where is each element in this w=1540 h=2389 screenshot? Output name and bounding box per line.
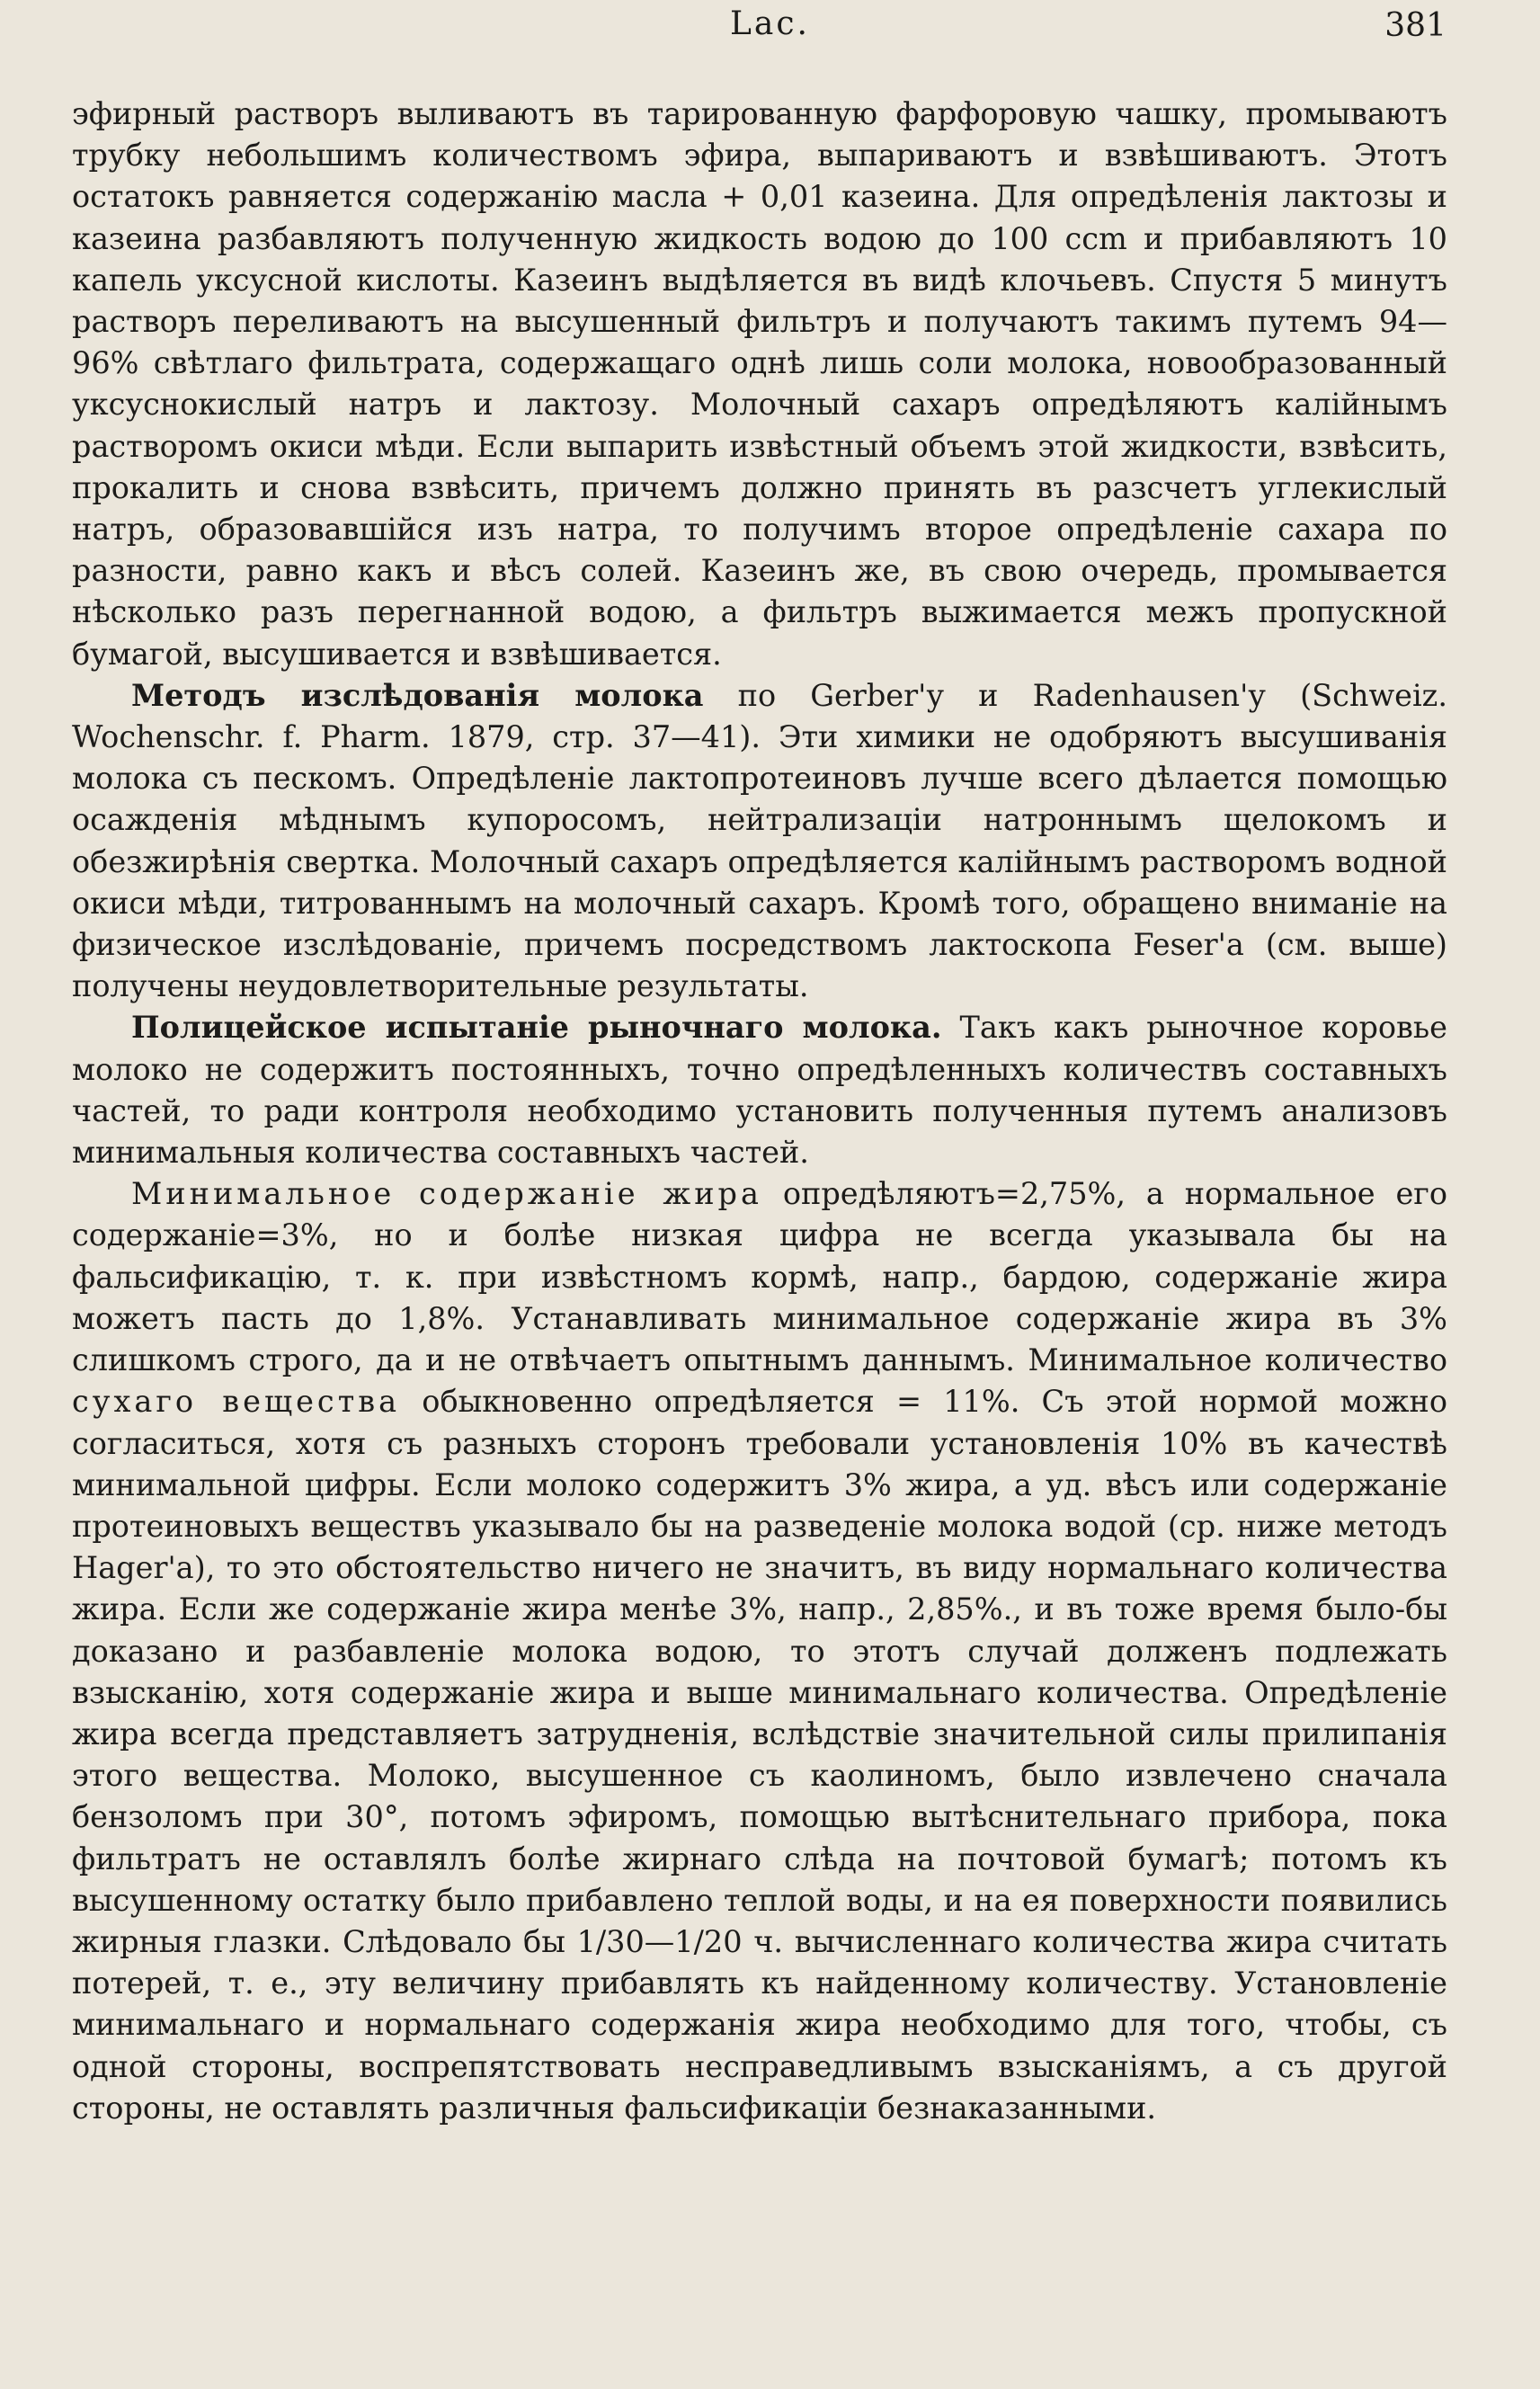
- paragraph-4-spaced-term-2: сухаго вещества: [72, 1384, 401, 1420]
- paragraph-1: эфирный растворъ выливаютъ въ тарированную фарфоровую чашку, промываютъ трубку небольшимъ количествомъ эфира, выпариваютъ и взвѣшиваютъ. Этотъ остатокъ равняется содержанію масла + 0,01 казеина. Для опредѣленія лактозы и казеина разбавляютъ полученную жидкость водою до 100 ccm и прибавляютъ 10 капель уксусной кислоты. Казеинъ выдѣляется въ видѣ клочьевъ. Спустя 5 минутъ растворъ переливаютъ на высушенный фильтръ и получаютъ такимъ путемъ 94—96% свѣтлаго фильтрата, содержащаго однѣ лишь соли молока, новообразованный уксуснокислый натръ и лактозу. Молочный сахаръ опредѣляютъ калійнымъ растворомъ окиси мѣди. Если выпарить извѣстный объемъ этой жидкости, взвѣсить, прокалить и снова взвѣсить, причемъ должно принять въ разсчетъ углекислый натръ, образовавшійся изъ натра, то получимъ второе опредѣленіе сахара по разности, равно какъ и вѣсъ солей. Казеинъ же, въ свою очередь, промывается нѣсколько разъ перегнанной водою, а фильтръ выжимается межъ пропускной бумагой, высушивается и взвѣшивается.: [72, 96, 1447, 672]
- paragraph-3: [72, 1007, 1447, 1173]
- running-head: [0, 5, 1540, 54]
- paragraph-3-text: Такъ какъ рыночное коровье молоко не содержитъ постоянныхъ, точно опредѣленныхъ количествъ составныхъ частей, то ради контроля необходимо установить полученныя путемъ анализовъ минимальныя количества составныхъ частей.: [72, 1010, 1447, 1171]
- paragraph-2-lead: Методъ изслѣдованія молока: [131, 677, 704, 713]
- paragraph-4-text-b: обыкновенно опредѣляется = 11%. Съ этой нормой можно согласиться, хотя съ разныхъ сторонъ требовали установленія 10% въ качествѣ минимальной цифры. Если молоко содержитъ 3% жира, а уд. вѣсъ или содержаніе протеиновыхъ веществъ указывало бы на разведеніе молока водой (ср. ниже методъ Hager'а), то это обстоятельство ничего не значитъ, въ виду нормальнаго количества жира. Если же содержаніе жира менѣе 3%, напр., 2,85%., и въ тоже время было-бы доказано и разбавленіе молока водою, то этотъ случай долженъ подлежать взысканію, хотя содержаніе жира и выше минимальнаго количества. Опредѣленіе жира всегда представляетъ затрудненія, вслѣдствіе значительной силы прилипанія этого вещества. Молоко, высушенное съ каолиномъ, было извлечено сначала бензоломъ при 30°, потомъ эфиромъ, помощью вытѣснительнаго прибора, пока фильтратъ не оставлялъ болѣе жирнаго слѣда на почтовой бумагѣ; потомъ къ высушенному остатку было прибавлено теплой воды, и на ея поверхности появились жирныя глазки. Слѣдовало бы 1/30—1/20 ч. вычисленнаго количества жира считать потерей, т. е., эту величину прибавлять къ найденному количеству. Установленіе минимальнаго и нормальнаго содержанія жира необходимо для того, чтобы, съ одной стороны, воспрепятствовать несправедливымъ взысканіямъ, а съ другой стороны, не оставлять различныя фальсификаціи безнаказанными.: [72, 1384, 1447, 2126]
- text-body: [72, 94, 1447, 2129]
- paragraph-4-spaced-term: Минимальное содержаніе жира: [131, 1176, 762, 1212]
- running-head-title: Lac.: [730, 5, 810, 42]
- paragraph-2: [72, 675, 1447, 1008]
- paragraph-3-lead: Полицейское испытаніе рыночнаго молока.: [131, 1010, 942, 1046]
- page-number: 381: [1384, 7, 1447, 44]
- paragraph-4-text-a: опредѣляютъ=2,75%, а нормальное его содержаніе=3%, но и болѣе низкая цифра не всегда указывала бы на фальсификацію, т. к. при извѣстномъ кормѣ, напр., бардою, содержаніе жира можетъ пасть до 1,8%. Устанавливать минимальное содержаніе жира въ 3% слишкомъ строго, да и не отвѣчаетъ опытнымъ даннымъ. Минимальное количество: [72, 1176, 1447, 1378]
- paragraph-4: [72, 1173, 1447, 2129]
- paragraph-2-text: по Gerber'у и Radenhausen'у (Schweiz. Wochenschr. f. Pharm. 1879, стр. 37—41). Эти химики не одобряютъ высушиванія молока съ пескомъ. Опредѣленіе лактопротеиновъ лучше всего дѣлается помощью осажденія мѣднымъ купоросомъ, нейтрализаціи натроннымъ щелокомъ и обезжирѣнія свертка. Молочный сахаръ опредѣляется калійнымъ растворомъ водной окиси мѣди, титрованнымъ на молочный сахаръ. Кромѣ того, обращено вниманіе на физическое изслѣдованіе, причемъ посредствомъ лактоскопа Feser'а (см. выше) получены неудовлетворительные результаты.: [72, 677, 1447, 1004]
